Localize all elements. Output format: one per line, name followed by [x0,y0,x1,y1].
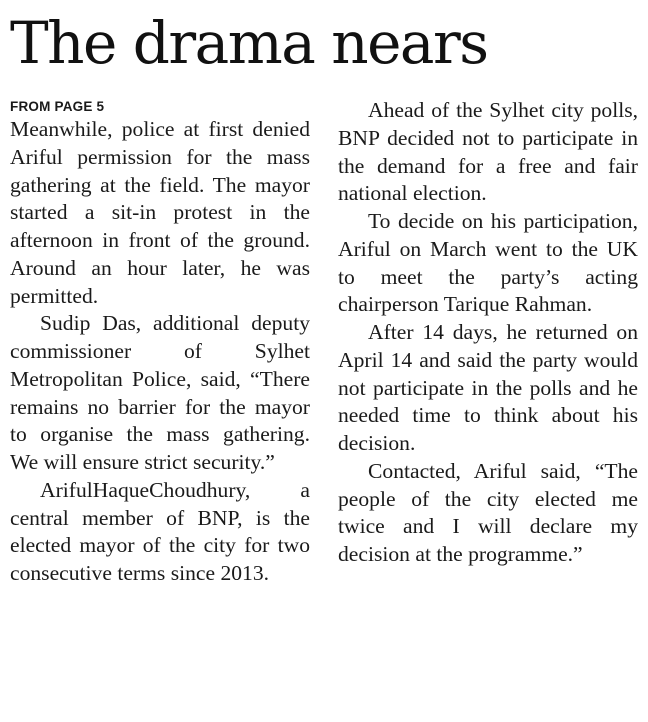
paragraph-police-permission: Meanwhile, police at first denied Ariful permission for the mass gathering at the field. The mayor started a sit-in protest in the afternoon in front of the ground. Around an hour later, he was permitted. [10,117,310,308]
article-column-left [10,97,310,588]
paragraph-ariful-quote: Contacted, Ariful said, “The people of the city elected me twice and I will declare my decision at the programme.” [338,458,638,566]
paragraph-return: After 14 days, he returned on April 14 and said the party would not participate in the polls and he needed time to think about his decision. [338,320,638,455]
article-column-right [338,97,638,569]
paragraph-ariful-profile: ArifulHaqueChoudhury, a central member of BNP, is the elected mayor of the city for two consecutive terms since 2013. [10,477,310,585]
paragraph-sudip-das-quote: Sudip Das, additional deputy commissioner of Sylhet Metropolitan Police, said, “There remains no barrier for the mayor to organise the mass gathering. We will ensure strict security.” [10,311,310,474]
continuation-kicker: FROM PAGE 5 [10,99,105,114]
paragraph-uk-trip: To decide on his participation, Ariful on March went to the UK to meet the party’s acting chairperson Tarique Rahman. [338,209,638,317]
headline: The drama nears [10,9,488,77]
paragraph-bnp-decision: Ahead of the Sylhet city polls, BNP decided not to participate in the demand for a free and fair national election. [338,98,638,206]
